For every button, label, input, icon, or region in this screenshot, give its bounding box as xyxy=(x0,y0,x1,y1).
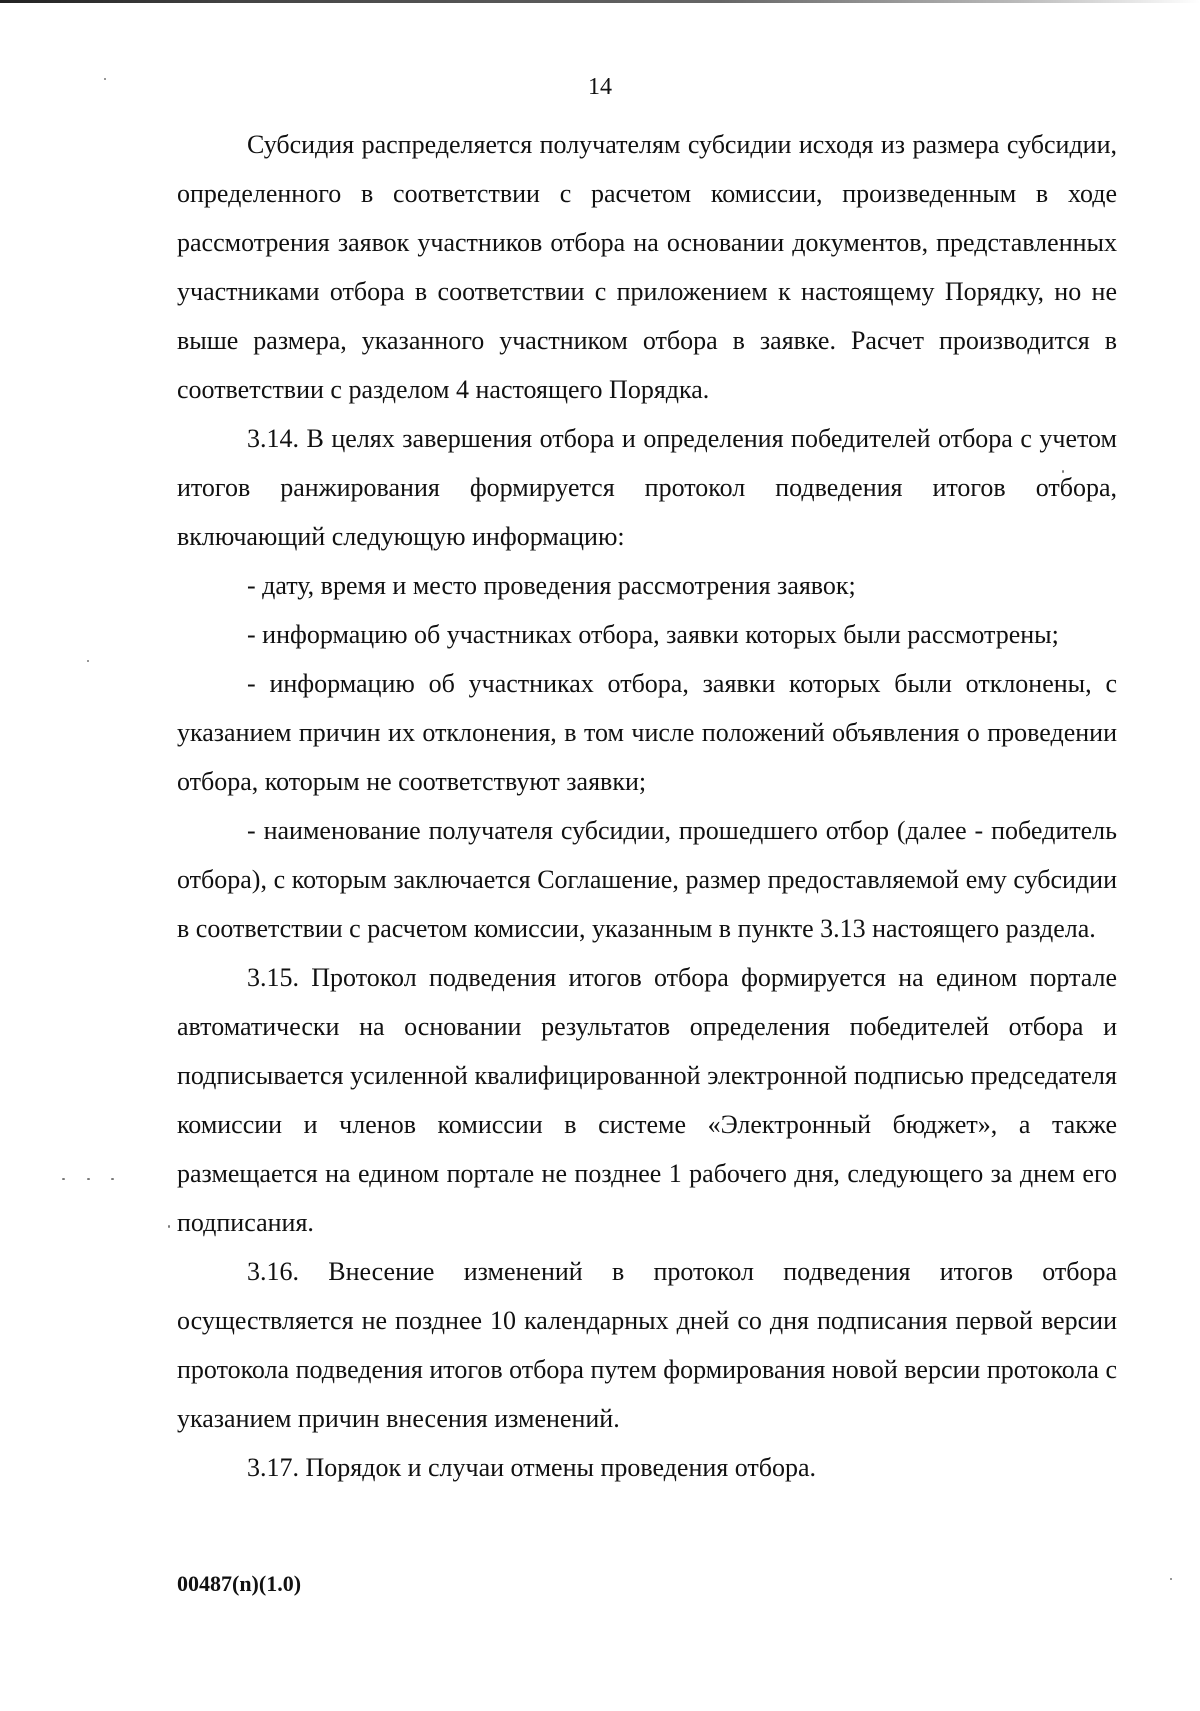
list-item-winner-name: - наименование получателя субсидии, прошедшего отбор (далее - победитель отбора), с которым заключается Соглашение, размер предоставляемой ему субсидии в соответствии с расчетом комиссии, указанным в пункте 3.13 настоящего раздела. xyxy=(177,816,1117,943)
document-body xyxy=(177,120,1117,1492)
paragraph-subsidy-distribution: Субсидия распределяется получателям субсидии исходя из размера субсидии, определенного в соответствии с расчетом комиссии, произведенным в ходе рассмотрения заявок участников отбора на основании документов, представленных участниками отбора в соответствии с приложением к настоящему Порядку, но не выше размера, указанного участником отбора в заявке. Расчет производится в соответствии с разделом 4 настоящего Порядка. xyxy=(177,130,1117,404)
paragraph-3-16: 3.16. Внесение изменений в протокол подведения итогов отбора осуществляется не позднее 10 календарных дней со дня подписания первой версии протокола подведения итогов отбора путем формирования новой версии протокола с указанием причин внесения изменений. xyxy=(177,1257,1117,1433)
scan-speck xyxy=(104,78,106,80)
list-item-rejected-participants: - информацию об участниках отбора, заявки которых были отклонены, с указанием причин их отклонения, в том числе положений объявления о проведении отбора, которым не соответствуют заявки; xyxy=(177,669,1117,796)
scan-speck xyxy=(168,1225,170,1228)
document-code: 00487(n)(1.0) xyxy=(177,1571,302,1596)
page-number: 14 xyxy=(588,74,612,100)
scan-speck xyxy=(1170,1578,1172,1580)
paragraph-3-17: 3.17. Порядок и случаи отмены проведения отбора. xyxy=(247,1453,817,1482)
paragraph-3-15: 3.15. Протокол подведения итогов отбора формируется на едином портале автоматически на основании результатов определения победителей отбора и подписывается усиленной квалифицированной электронной подписью председателя комиссии и членов комиссии в системе «Электронный бюджет», а также размещается на едином портале не позднее 1 рабочего дня, следующего за днем его подписания. xyxy=(177,963,1117,1237)
scan-top-edge-line xyxy=(0,0,1200,3)
list-item-reviewed-participants: - информацию об участниках отбора, заявки которых были рассмотрены; xyxy=(247,620,1059,649)
paragraph-3-14: 3.14. В целях завершения отбора и определения победителей отбора с учетом итогов ранжирования формируется протокол подведения итогов отбора, включающий следующую информацию: xyxy=(177,424,1117,551)
scan-speck xyxy=(62,1178,65,1180)
scan-speck xyxy=(87,660,89,662)
list-item-date-time-place: - дату, время и место проведения рассмотрения заявок; xyxy=(247,571,856,600)
scan-speck xyxy=(111,1178,114,1180)
scan-speck xyxy=(87,1178,90,1180)
scan-speck xyxy=(1062,470,1064,473)
